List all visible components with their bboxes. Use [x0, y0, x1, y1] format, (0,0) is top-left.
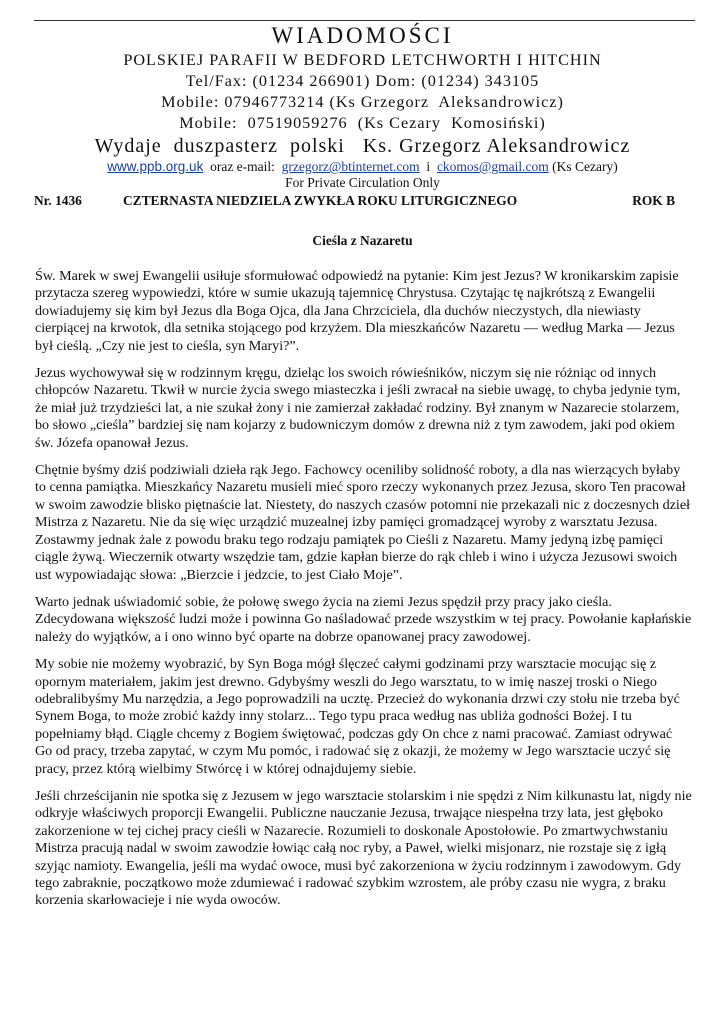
article-paragraph: Jezus wychowywał się w rodzinnym kręgu, dzieląc los swoich rówieśników, niczym się nie różniąc od innych chłopców Nazaretu. Tkwił w nurcie życia swego miasteczka i jeśli zwracał na siebie uwagę, to chyba jedynie tym, że miał już trzydzieści lat, a nie szukał żony i nie zamierzał zakładać rodziny. Był znanym w Nazarecie stolarzem, bo słowo „cieśla” bardziej się nam kojarzy z budowniczym domów z drewna niż z tym zawodem, jaki pod okiem św. Józefa opanował Jezus.: [35, 365, 681, 451]
mobile-line-2: Mobile: 07519059276 (Ks Cezary Komosiński): [179, 114, 546, 132]
publisher-line: Wydaje duszpasterz polski Ks. Grzegorz Aleksandrowicz: [94, 135, 631, 157]
email-intro: oraz e-mail:: [210, 159, 275, 174]
email-link-1[interactable]: grzegorz@btinternet.com: [281, 159, 420, 174]
article-title: Cieśla z Nazaretu: [312, 233, 413, 248]
parish-subtitle: POLSKIEJ PARAFII W BEDFORD LETCHWORTH I HITCHIN: [123, 51, 602, 69]
website-link[interactable]: www.ppb.org.uk: [107, 159, 204, 174]
contact-line: [0, 158, 725, 175]
email-separator: i: [426, 159, 431, 174]
masthead: [0, 20, 725, 191]
article-paragraph: Jeśli chrześcijanin nie spotka się z Jezusem w jego warsztacie stolarskim i nie spędzi z Nim kilkunastu lat, nigdy nie odkryje właściwych proporcji Ewangelii. Publiczne nauczanie Jezusa, trwające niespełna trzy lata, jest głęboko zakorzenione w tej cichej pracy cieśli w Nazarecie. Rozumieli to doskonale Apostołowie. Po zmartwychwstaniu Mistrza pracują nadal w swoim zawodzie łowiąc całą noc ryby, a Paweł, wielki misjonarz, nie rozstaje się z igłą szyjąc namioty. Ewangelia, jeśli ma wydać owoce, musi być zakorzeniona w życiu rodzinnym i zawodowym. Gdy tego zabraknie, początkowo może zdumiewać i radować szybkim wzrostem, ale próby czasu nie wygra, z braku korzenia skarłowacieje i nie wyda owoców.: [35, 787, 692, 909]
issue-number: Nr. 1436: [34, 193, 82, 208]
liturgical-sunday: CZTERNASTA NIEDZIELA ZWYKŁA ROKU LITURGICZNEGO: [123, 193, 518, 208]
email-2-note: (Ks Cezary): [552, 159, 618, 174]
phone-line: Tel/Fax: (01234 266901) Dom: (01234) 343105: [185, 72, 540, 90]
liturgical-year: ROK B: [632, 193, 675, 208]
article-paragraph: Św. Marek w swej Ewangelii usiłuje sformułować odpowiedź na pytanie: Kim jest Jezus? W kronikarskim zapisie przytacza szereg wypowiedzi, które w sumie ukazują tajemnicę Chrystusa. Czytając tę najkrótszą z Ewangelii dowiadujemy się kim był Jezus dla Boga Ojca, dla Jana Chrzciciela, dla duchów nieczystych, dla niewiasty cierpiącej na krwotok, dla setnika stojącego pod krzyżem. Dla mieszkańców Nazaretu — według Marka — Jezus był cieślą. „Czy nie jest to cieśla, syn Maryi?”.: [35, 268, 679, 354]
newsletter-title: WIADOMOŚCI: [271, 23, 454, 48]
article-paragraph: Chętnie byśmy dziś podziwiali dzieła rąk Jego. Fachowcy oceniliby solidność roboty, a dla nas wierzących byłaby to cenna pamiątka. Mieszkańcy Nazaretu musieli mieć sporo rzeczy wykonanych przez Jezusa, skoro Ten pracował w swoim zawodzie blisko piętnaście lat. Niestety, do naszych czasów potomni nie przekazali nic z doczesnych dzieł Mistrza z Nazaretu. Nie da się więc urządzić muzealnej izby pamięci gromadzącej wyroby z warsztatu Jezusa. Zostawmy jednak żale z powodu braku tego rodzaju pamiątek po Cieśli z Nazaretu. Mamy jedyną izbę pamięci ciągle żywą. Wieczernik otwarty wszędzie tam, gdzie kapłan bierze do rąk chleb i wino i użycza Jezusowi swoich ust wypowiadając słowa: „Bierzcie i jedzcie, to jest Ciało Moje”.: [35, 462, 691, 583]
private-circulation-note: For Private Circulation Only: [285, 175, 440, 190]
mobile-line-1: Mobile: 07946773214 (Ks Grzegorz Aleksandrowicz): [161, 93, 564, 111]
email-link-2[interactable]: ckomos@gmail.com: [436, 159, 549, 174]
article-paragraph: Warto jednak uświadomić sobie, że połowę swego życia na ziemi Jezus spędził przy pracy jako cieśla. Zdecydowana większość ludzi może i powinna Go naśladować przede wszystkim w tej pracy. Powołanie kapłańskie należy do wyjątków, a i ono winno być oparte na dobrze opanowanej pracy zawodowej.: [35, 593, 692, 645]
article-paragraph: My sobie nie możemy wyobrazić, by Syn Boga mógł ślęczeć całymi godzinami przy warsztacie mocując się z opornym materiałem, jakim jest drewno. Gdybyśmy weszli do Jego warsztatu, to w imię naszej troski o Niego odebralibyśmy Mu narzędzia, a Jego poprowadzili na ucztę. Przecież do wykonania drzwi czy stołu nie trzeba być Synem Boga, to może zrobić każdy inny stolarz... Tego typu praca według nas ubliża godności Bożej. I tu popełniamy błąd. Ciągle chcemy z Bogiem świętować, podczas gdy On chce z nami pracować. Zamiast odrywać Go od pracy, trzeba zapytać, w czym Mu pomóc, i radować się z okazji, że możemy w Jego warsztacie uczyć się pracy, przez którą wielbimy Stwórcę i w której odnajdujemy siebie.: [35, 656, 680, 777]
article-body: [35, 268, 692, 920]
